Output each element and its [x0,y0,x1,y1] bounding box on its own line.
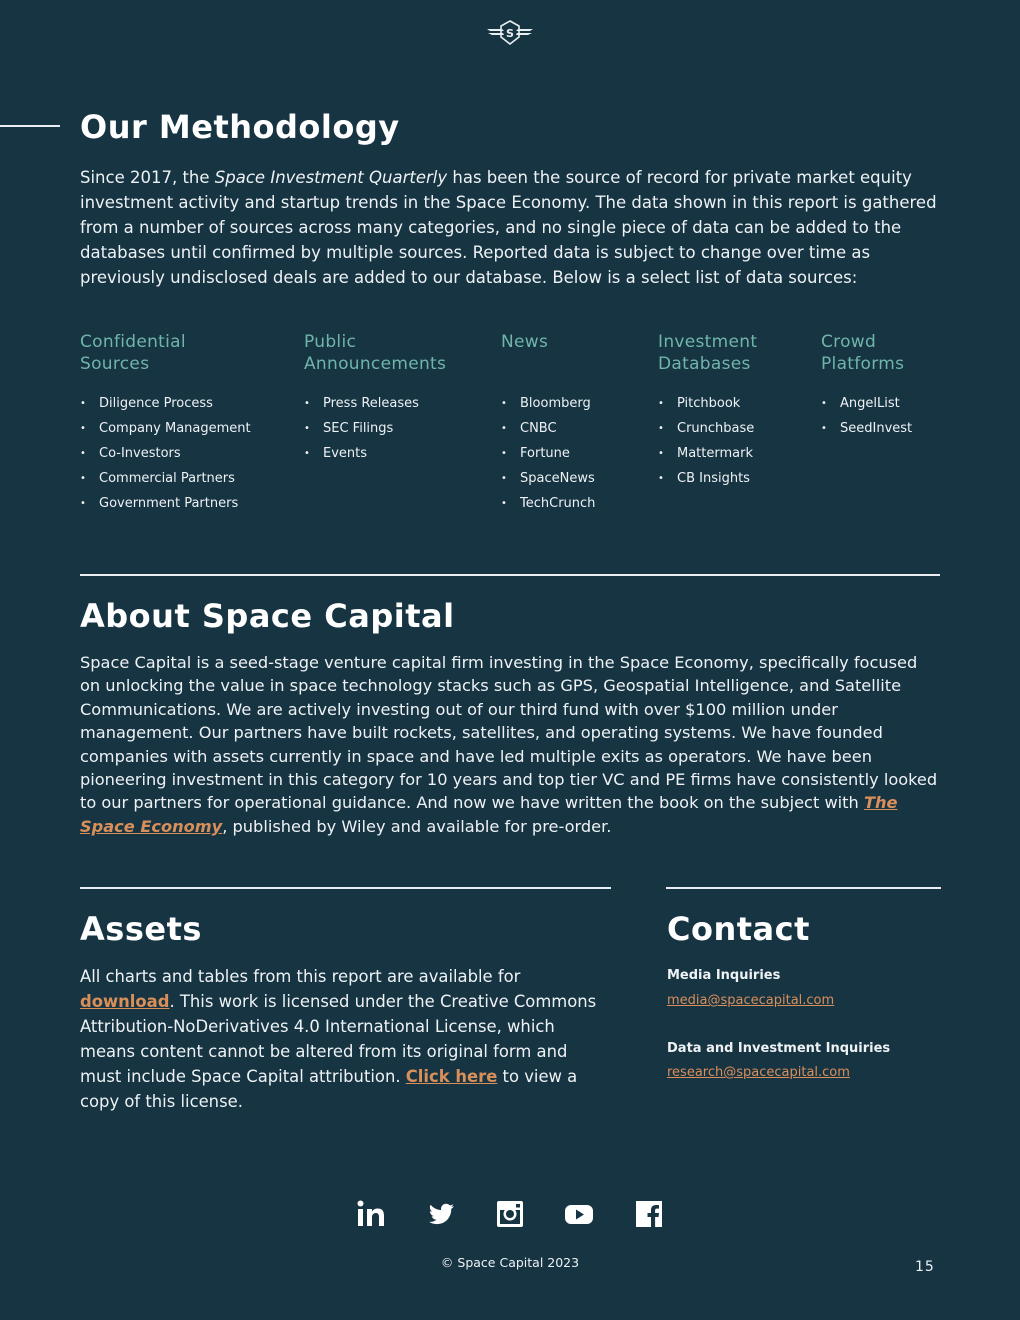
section-accent-line [0,125,60,127]
list-item: • SEC Filings [304,416,419,441]
list-item: • Crunchbase [658,416,754,441]
source-heading: Crowd Platforms [821,332,905,374]
facebook-icon[interactable] [634,1198,664,1230]
list-item: • SpaceNews [501,466,595,491]
license-link[interactable]: Click here [405,1067,498,1086]
list-item: • Bloomberg [501,391,595,416]
source-list [304,391,419,466]
list-item: • Fortune [501,441,595,466]
book-link[interactable]: The Space Economy [80,793,898,836]
twitter-icon[interactable] [426,1198,456,1230]
source-heading: News [501,332,549,352]
download-link[interactable]: download [80,992,170,1011]
methodology-intro: Since 2017, the Space Investment Quarterly has been the source of record for private market equity investment activity and startup trends in the Space Economy. The data shown in this report is gathered from a number of sources across many categories, and no single piece of data can be added to the databases until confirmed by multiple sources. Reported data is subject to change over time as previously undisclosed deals are added to our database. Below is a select list of data sources: [80,168,937,287]
assets-text: All charts and tables from this report are available for download. This work is licensed under the Creative Commons Attribution-NoDerivatives 4.0 International License, which means content cannot be altered from its original form and must include Space Capital attribution. Click here to view a copy of this license. [80,967,597,1111]
source-column [304,331,484,461]
source-heading: Public Announcements [304,332,447,374]
svg-text:S: S [506,27,514,40]
list-item: • Mattermark [658,441,754,466]
instagram-icon[interactable] [495,1198,525,1230]
source-heading: Investment Databases [658,332,758,374]
copyright-text: © Space Capital 2023 [440,1255,580,1270]
list-item: • CNBC [501,416,595,441]
source-column [501,331,681,511]
linkedin-icon[interactable] [356,1198,386,1230]
list-item: • Co-Investors [80,441,251,466]
list-item: • Events [304,441,419,466]
section-divider [80,574,940,576]
media-email-link[interactable]: media@spacecapital.com [667,993,835,1008]
page-number: 15 [915,1259,935,1275]
list-item: • TechCrunch [501,491,595,516]
about-title: About Space Capital [80,597,455,635]
list-item: • AngelList [821,391,912,416]
source-list [658,391,754,491]
research-email-link[interactable]: research@spacecapital.com [667,1065,850,1080]
media-inquiries-label: Media Inquiries [667,968,781,983]
list-item: • Commercial Partners [80,466,251,491]
source-list [80,391,251,516]
methodology-title: Our Methodology [80,108,400,146]
list-item: • Diligence Process [80,391,251,416]
assets-title: Assets [80,910,202,948]
section-divider [666,887,941,889]
list-item: • SeedInvest [821,416,912,441]
source-column [658,331,808,486]
youtube-icon[interactable] [564,1198,594,1230]
contact-title: Contact [667,910,810,948]
about-text: Space Capital is a seed-stage venture capital firm investing in the Space Economy, specifically focused on unlocking the value in space technology stacks such as GPS, Geospatial Intelligence, and Satellite Communications. We are actively investing out of our third fund with over $100 million under management. Our partners have built rockets, satellites, and operating systems. We have founded companies with assets currently in space and have led multiple exits as operators. We have been pioneering investment in this category for 10 years and top tier VC and PE firms have consistently looked to our partners for operational guidance. And now we have written the book on the subject with The Space Economy, published by Wiley and available for pre-order. [80,653,938,836]
data-inquiries-label: Data and Investment Inquiries [667,1041,891,1056]
list-item: • CB Insights [658,466,754,491]
list-item: • Pitchbook [658,391,754,416]
section-divider [80,887,611,889]
list-item: • Government Partners [80,491,251,516]
source-column [80,331,260,511]
source-heading: Confidential Sources [80,332,186,374]
space-capital-logo-icon [487,20,533,46]
source-list [821,391,912,441]
source-column [821,331,931,436]
source-list [501,391,595,516]
list-item: • Press Releases [304,391,419,416]
list-item: • Company Management [80,416,251,441]
